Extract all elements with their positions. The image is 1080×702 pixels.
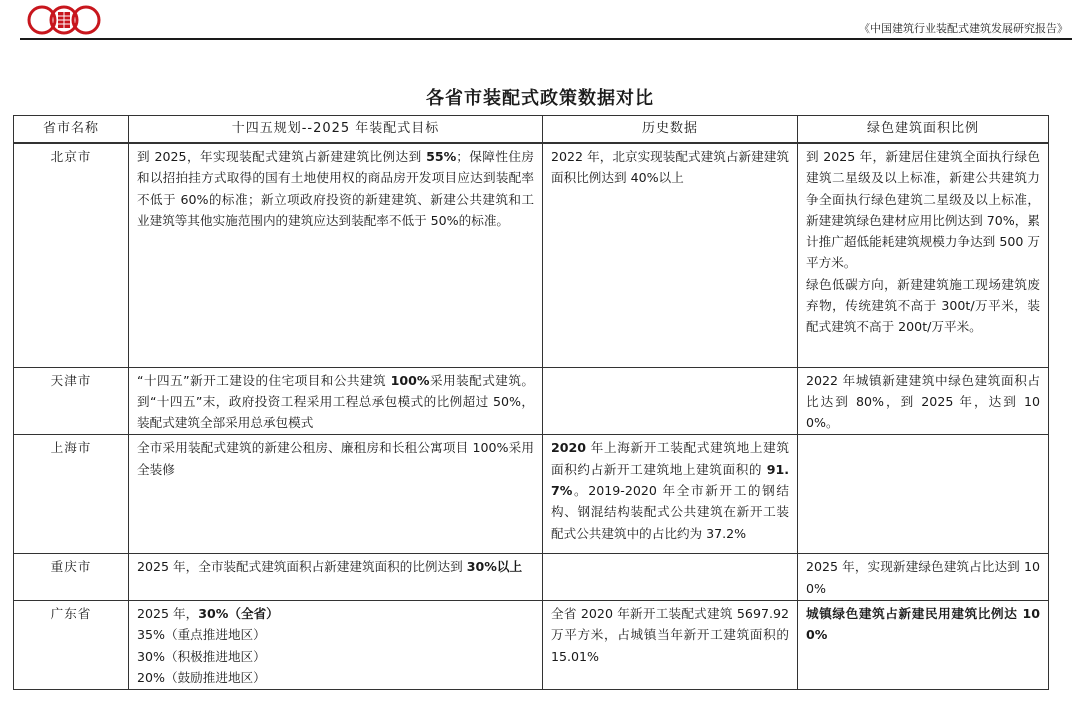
cell-city: 上海市 bbox=[14, 435, 129, 554]
cell-city: 天津市 bbox=[14, 367, 129, 435]
cell-text-run: 到 2025 年，新建居住建筑全面执行绿色建筑二星级及以上标准，新建公共建筑力争全面执行绿色建筑二星级及以上标准，新建建筑绿色建材应用比例达到 70%，累计推广超低能耗建筑规模力争达到 500 万平方米。 bbox=[806, 149, 1040, 271]
cell-text-run: 2025 年， bbox=[137, 605, 199, 621]
cell-text-run: 20%（鼓励推进地区） bbox=[137, 669, 266, 685]
cell-city: 广东省 bbox=[14, 600, 129, 689]
table-header-row bbox=[14, 116, 1049, 144]
cell-history bbox=[543, 367, 798, 435]
table-row bbox=[14, 435, 1049, 554]
column-header-city: 省市名称 bbox=[14, 116, 129, 144]
page-title: 各省市装配式政策数据对比 bbox=[426, 88, 654, 109]
cell-text-run: 2020 bbox=[551, 440, 587, 456]
cell-history bbox=[543, 600, 798, 689]
cell-text-run: 2022 年，北京实现装配式建筑占新建建筑面积比例达到 40%以上 bbox=[551, 149, 789, 186]
cell-text-run: 。2019-2020 年全市新开工的钢结构、钢混结构装配式公共建筑在新开工装配式公共建筑中的占比约为 37.2% bbox=[551, 482, 789, 541]
cell-target bbox=[129, 435, 543, 554]
cell-text-run: 35%（重点推进地区） bbox=[137, 627, 266, 643]
cell-text-run: 2025 年，全市装配式建筑面积占新建建筑面积的比例达到 bbox=[137, 559, 467, 575]
cell-text-run: 年上海新开工装配式建筑地上建筑面积约占新开工建筑地上建筑面积的 bbox=[551, 440, 789, 477]
cell-text-run: 55% bbox=[426, 149, 457, 164]
column-header-target: 十四五规划--2025 年装配式目标 bbox=[129, 116, 543, 144]
cell-text-run: 30%（积极推进地区） bbox=[137, 648, 266, 664]
cell-text-run: 城镇绿色建筑占新建民用建筑比例达 100% bbox=[806, 605, 1040, 643]
page-header bbox=[0, 0, 1080, 40]
cell-text-run: ；保障性住房和以招拍挂方式取得的国有土地使用权的商品房开发项目应达到装配率不低于 60%的标准；新立项政府投资的新建建筑、新建公共建筑和工业建筑等其他实施范围内的建筑应达到装配率不低于 50%的标准。 bbox=[137, 149, 535, 228]
table-row bbox=[14, 554, 1049, 601]
cell-city: 重庆市 bbox=[14, 554, 129, 601]
cell-target bbox=[129, 367, 543, 435]
cell-text-run: 2022 年城镇新建建筑中绿色建筑面积占比达到 80%，到 2025 年，达到 100%。 bbox=[806, 372, 1040, 431]
cell-text-run: 91.7% bbox=[551, 461, 789, 498]
cell-text-run: 30%（全省） bbox=[198, 605, 279, 621]
report-title: 《中国建筑行业装配式建筑发展研究报告》 bbox=[859, 22, 1068, 35]
header-divider bbox=[20, 38, 1072, 40]
cell-green bbox=[798, 600, 1049, 689]
cell-text-run: 100% bbox=[390, 372, 430, 388]
company-logo-icon bbox=[26, 4, 102, 36]
cell-city: 北京市 bbox=[14, 143, 129, 367]
cell-target bbox=[129, 600, 543, 689]
cell-green bbox=[798, 435, 1049, 554]
cell-history bbox=[543, 554, 798, 601]
cell-history bbox=[543, 435, 798, 554]
cell-target bbox=[129, 143, 543, 367]
table-row bbox=[14, 143, 1049, 367]
policy-comparison-table bbox=[13, 115, 1049, 690]
cell-text-run: 到 2025，年实现装配式建筑占新建建筑比例达到 bbox=[137, 149, 427, 164]
cell-green bbox=[798, 554, 1049, 601]
cell-green bbox=[798, 367, 1049, 435]
cell-history bbox=[543, 143, 798, 367]
table-row bbox=[14, 600, 1049, 689]
cell-text-run: 采用装配式建筑。到“十四五”末，政府投资工程采用工程总承包模式的比例超过 50%，装配式建筑全部采用总承包模式 bbox=[137, 372, 534, 431]
cell-text-run: 全市采用装配式建筑的新建公租房、廉租房和长租公寓项目 100%采用全装修 bbox=[137, 440, 534, 477]
table-row bbox=[14, 367, 1049, 435]
column-header-green: 绿色建筑面积比例 bbox=[798, 116, 1049, 144]
cell-text-run: 30%以上 bbox=[466, 559, 523, 575]
cell-text-run: 绿色低碳方向，新建建筑施工现场建筑废弃物，传统建筑不高于 300t/万平米，装配式建筑不高于 200t/万平米。 bbox=[806, 276, 1040, 335]
cell-green bbox=[798, 143, 1049, 367]
table-body bbox=[14, 143, 1049, 690]
cell-text-run: 2025 年，实现新建绿色建筑占比达到 100% bbox=[806, 559, 1040, 596]
cell-text-run: “十四五”新开工建设的住宅项目和公共建筑 bbox=[137, 372, 391, 388]
column-header-history: 历史数据 bbox=[543, 116, 798, 144]
cell-target bbox=[129, 554, 543, 601]
cell-text-run: 全省 2020 年新开工装配式建筑 5697.92 万平方米，占城镇当年新开工建筑面积的 15.01% bbox=[551, 605, 789, 664]
